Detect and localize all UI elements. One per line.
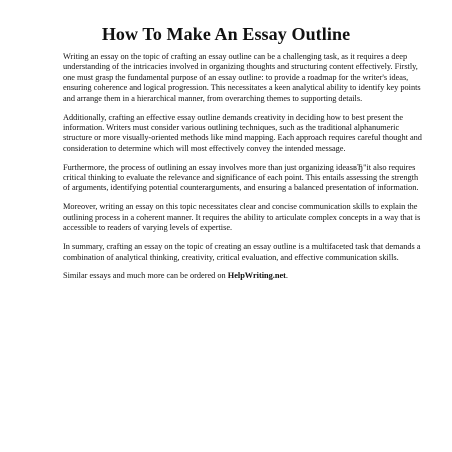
order-note-suffix: . <box>285 271 288 281</box>
paragraph-1: Writing an essay on the topic of crafting an essay outline can be a challenging task, as it requires a deep understanding of the intricacies involved in organizing thoughts and structuring content effectively. Firstly, one must grasp the fundamental purpose of an essay outline: to provide a roadmap for the writer's ideas, ensuring coherence and logical progression. This necessitates a keen analytical ability to identify key points and arrange them in a hierarchical manner, from overarching themes to supporting details. <box>63 52 421 103</box>
paragraph-2: Additionally, crafting an effective essay outline demands creativity in deciding how to best present the information. Writers must consider various outlining techniques, such as the traditional alphanumeric structure or more visually-oriented methods like mind mapping. Each approach requires careful thought and consideration to determine which will most effectively convey the intended message. <box>63 112 422 153</box>
paragraph-4: Moreover, writing an essay on this topic necessitates clear and concise communication skills to explain the outlining process in a coherent manner. It requires the ability to articulate complex concepts in a way that is accessible to readers of varying levels of expertise. <box>63 202 421 233</box>
helpwriting-link[interactable]: HelpWriting.net <box>227 271 286 281</box>
order-note-prefix: Similar essays and much more can be ordered on <box>63 271 228 281</box>
paragraph-5: In summary, crafting an essay on the topic of creating an essay outline is a multifaceted task that demands a combination of analytical thinking, creativity, critical evaluation, and effective communication skills. <box>63 242 421 262</box>
order-note <box>63 271 423 281</box>
paragraph-3: Furthermore, the process of outlining an essay involves more than just organizing ideasвЂ"it also requires critical thinking to evaluate the relevance and significance of each point. This entails assessing the strength of arguments, identifying potential counterarguments, and ensuring a balanced presentation of information. <box>63 162 419 193</box>
page-title: How To Make An Essay Outline <box>101 24 351 44</box>
document-body <box>63 52 423 282</box>
